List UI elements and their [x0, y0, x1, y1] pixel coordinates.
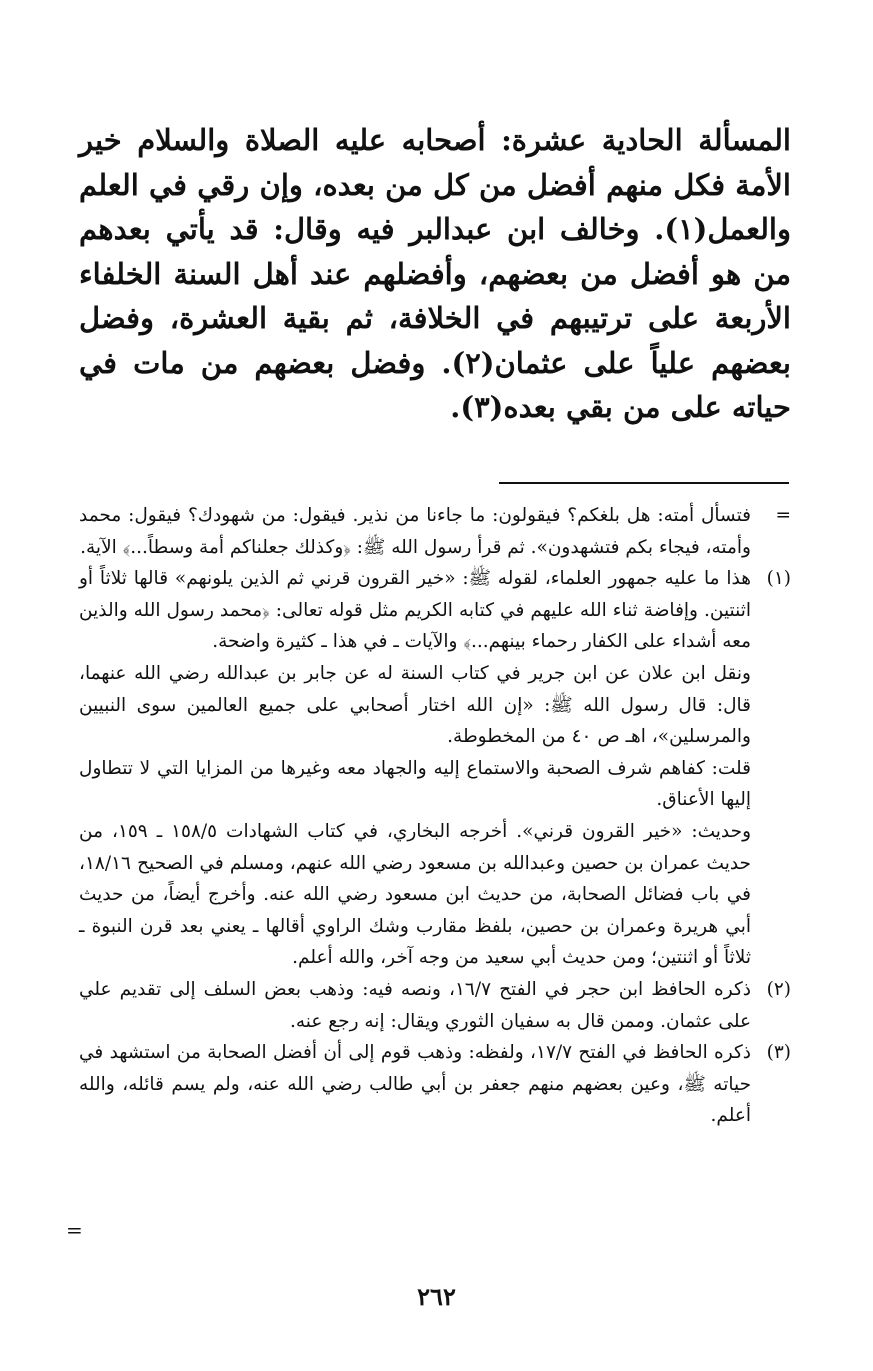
footnote-paragraph: ونقل ابن علان عن ابن جرير في كتاب السنة له عن جابر بن عبدالله رضي الله عنهما، قال: قال رسول الله ﷺ: «إن الله اختار أصحابي على جميع العالمين سوى النبيين والمرسلين»، اهـ ص ٤٠ من المخطوطة.: [79, 662, 751, 748]
footnote-paragraph: وحديث: «خير القرون قرني». أخرجه البخاري، في كتاب الشهادات ١٥٨/٥ ـ ١٥٩، من حديث عمران بن حصين وعبدالله بن مسعود رضي الله عنهم، ومسلم في الصحيح ١٨/١٦، في باب فضائل الصحابة، من حديث ابن مسعود رضي الله عنه. وأخرج أيضاً، من حديث أبي هريرة وعمران بن حصين، بلفظ مقارب وشك الراوي أقالها ـ يعني بعد قرن النبوة ـ ثلاثاً أو اثنتين؛ ومن حديث أبي سعيد من وجه آخر، والله أعلم.: [79, 820, 752, 969]
footnote-1: [79, 563, 791, 974]
continuation-marker: =: [66, 1218, 83, 1242]
footnote-marker: (٢): [766, 978, 791, 1000]
footnote-marker: (٣): [766, 1042, 791, 1064]
footnote-paragraph: هذا ما عليه جمهور العلماء، لقوله ﷺ: «خير القرون قرني ثم الذين يلونهم» قالها ثلاثاً أو اثنتين. وإفاضة ثناء الله عليهم في كتابه الكريم مثل قوله تعالى: ﴿محمد رسول الله والذين معه أشداء على الكفار رحماء بينهم...﴾ والآيات ـ في هذا ـ كثيرة واضحة.: [79, 568, 751, 653]
footnotes: [79, 500, 791, 1132]
page-number: ٢٦٢: [417, 1282, 456, 1311]
footnote-paragraph: فتسأل أمته: هل بلغكم؟ فيقولون: ما جاءنا من نذير. فيقول: من شهودك؟ فيقول: محمد وأمته، فيجاء بكم فتشهدون». ثم قرأ رسول الله ﷺ: ﴿وكذلك جعلناكم أمة وسطاً...﴾ الآية.: [79, 505, 751, 558]
footnote-marker: (١): [766, 568, 791, 590]
footnote-paragraph: قلت: كفاهم شرف الصحبة والاستماع إليه والجهاد معه وغيرها من المزايا التي لا تتطاول إليها الأعناق.: [79, 757, 751, 811]
footnote-separator: [499, 482, 789, 484]
footnote-3: [79, 1037, 791, 1132]
footnote-paragraph: ذكره الحافظ ابن حجر في الفتح ١٦/٧، ونصه فيه: وذهب بعض السلف إلى تقديم علي على عثمان. وممن قال به سفيان الثوري ويقال: إنه رجع عنه.: [79, 978, 751, 1032]
main-body: أصحابه عليه الصلاة والسلام خير الأمة فكل منهم أفضل من كل من بعده، وإن رقي في العلم والعمل(١). وخالف ابن عبدالبر فيه وقال: قد يأتي بعدهم من هو أفضل من بعضهم، وأفضلهم عند أهل السنة الخلفاء الأربعة على ترتيبهم في الخلافة، ثم بقية العشرة، وفضل بعضهم علياً على عثمان(٢). وفضل بعضهم من مات في حياته على من بقي بعده(٣).: [79, 123, 791, 424]
main-text: [79, 118, 791, 430]
section-heading: المسألة الحادية عشرة:: [501, 123, 791, 157]
footnote-continuation: [79, 500, 791, 563]
footnote-marker: =: [775, 505, 791, 526]
footnote-2: [79, 974, 791, 1037]
footnote-paragraph: ذكره الحافظ في الفتح ١٧/٧، ولفظه: وذهب قوم إلى أن أفضل الصحابة من استشهد في حياته ﷺ، وعين بعضهم منهم جعفر بن أبي طالب رضي الله عنه، ولم يسم قائله، والله أعلم.: [79, 1042, 751, 1127]
